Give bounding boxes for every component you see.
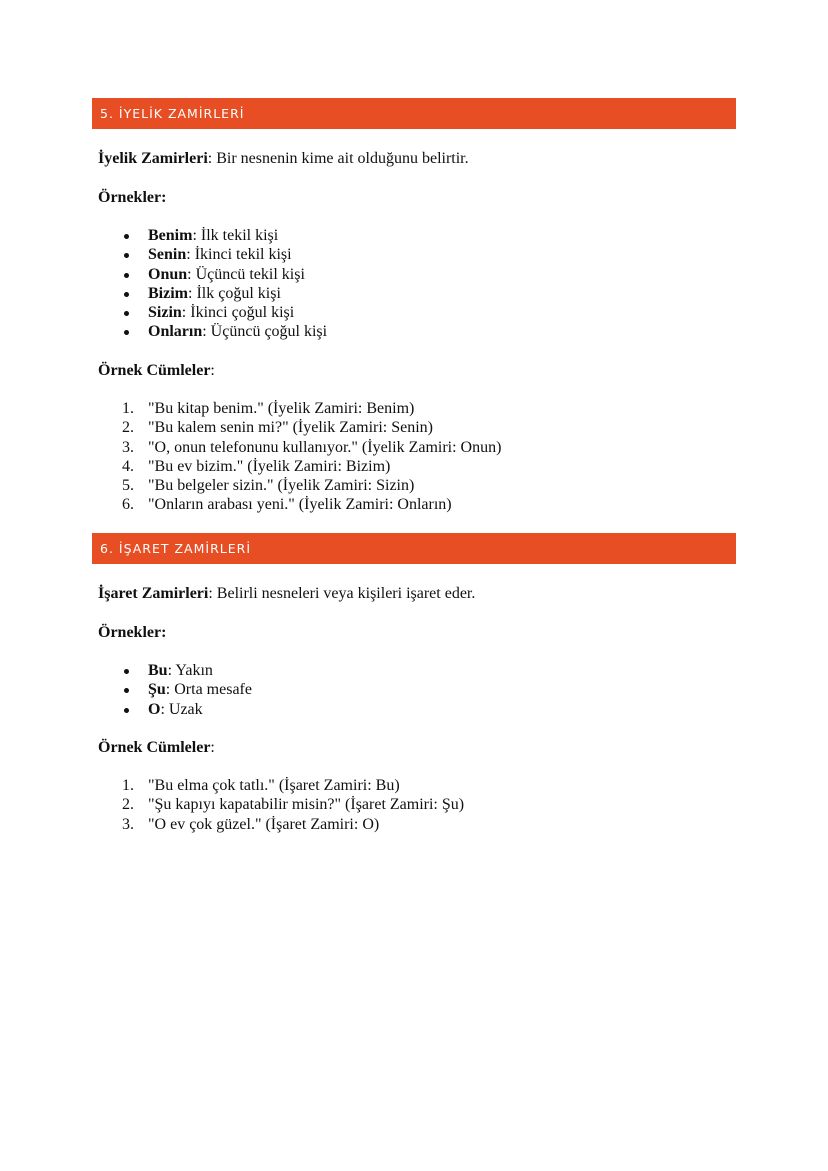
bullet-icon	[124, 273, 129, 278]
bullet-icon	[124, 330, 129, 335]
section-5-heading-bar	[92, 98, 736, 129]
section-6-definition-text: : Belirli nesneleri veya kişileri işaret eder.	[208, 585, 476, 602]
section-5-heading: 5. İYELİK ZAMİRLERİ	[100, 106, 245, 121]
section-5-examples-label: Örnekler:	[98, 189, 167, 206]
section-6-definition	[98, 584, 475, 603]
bullet-icon	[124, 253, 129, 258]
section-5-definition-term: İyelik Zamirleri	[98, 150, 208, 167]
document-page: 5. İYELİK ZAMİRLERİ İyelik Zamirleri: Bir nesnenin kime ait olduğunu belirtir. Örnekler: Benim: İlk tekil kişi Senin: İkinci tekil kişi Onun: Üçüncü tekil kişi Bizim: İlk çoğul kişi Sizin: İkinci çoğul kişi Onların: Üçüncü çoğul kişi Örnek Cümleler: 1. "Bu kitap benim." (İyelik Zamiri: Benim) 2. "Bu kalem senin mi?" (İyelik Zamiri: Senin) 3. "O, onun telefonunu kullanıyor." (İyelik Zamiri: Onun) 4. "Bu ev bizim." (İyelik Zamiri: Bizim) 5. "Bu belgeler sizin." (İyelik Zamiri: Sizin) 6. "Onların arabası yeni." (İyelik Zamiri: Onların) 6. İŞARET ZAMİRLERİ İşaret Zamirleri: Belirli nesneleri veya kişileri işaret eder. Örnekler: Bu: Yakın Şu: Orta mesafe O: Uzak Örnek Cümleler: 1. "Bu elma çok tatlı." (İşaret Zamiri: Bu) 2. "Şu kapıyı kapatabilir misin?" (İşaret Zamiri: Şu) 3. "O ev çok güzel." (İşaret Zamiri: O)	[0, 0, 828, 1171]
bullet-icon	[124, 311, 129, 316]
bullet-icon	[124, 292, 129, 297]
section-6-examples-label: Örnekler:	[98, 624, 167, 641]
section-6-definition-term: İşaret Zamirleri	[98, 585, 209, 602]
bullet-icon	[124, 688, 129, 693]
bullet-icon	[124, 708, 129, 713]
section-6-heading-bar	[92, 533, 736, 564]
section-5-definition	[98, 149, 469, 168]
bullet-icon	[124, 669, 129, 674]
bullet-icon	[124, 234, 129, 239]
section-6-sentences-label: Örnek Cümleler:	[98, 739, 215, 756]
section-6-heading: 6. İŞARET ZAMİRLERİ	[100, 541, 252, 556]
section-5-definition-text: : Bir nesnenin kime ait olduğunu belirtir.	[207, 150, 469, 167]
section-5-sentences-label: Örnek Cümleler:	[98, 362, 215, 379]
